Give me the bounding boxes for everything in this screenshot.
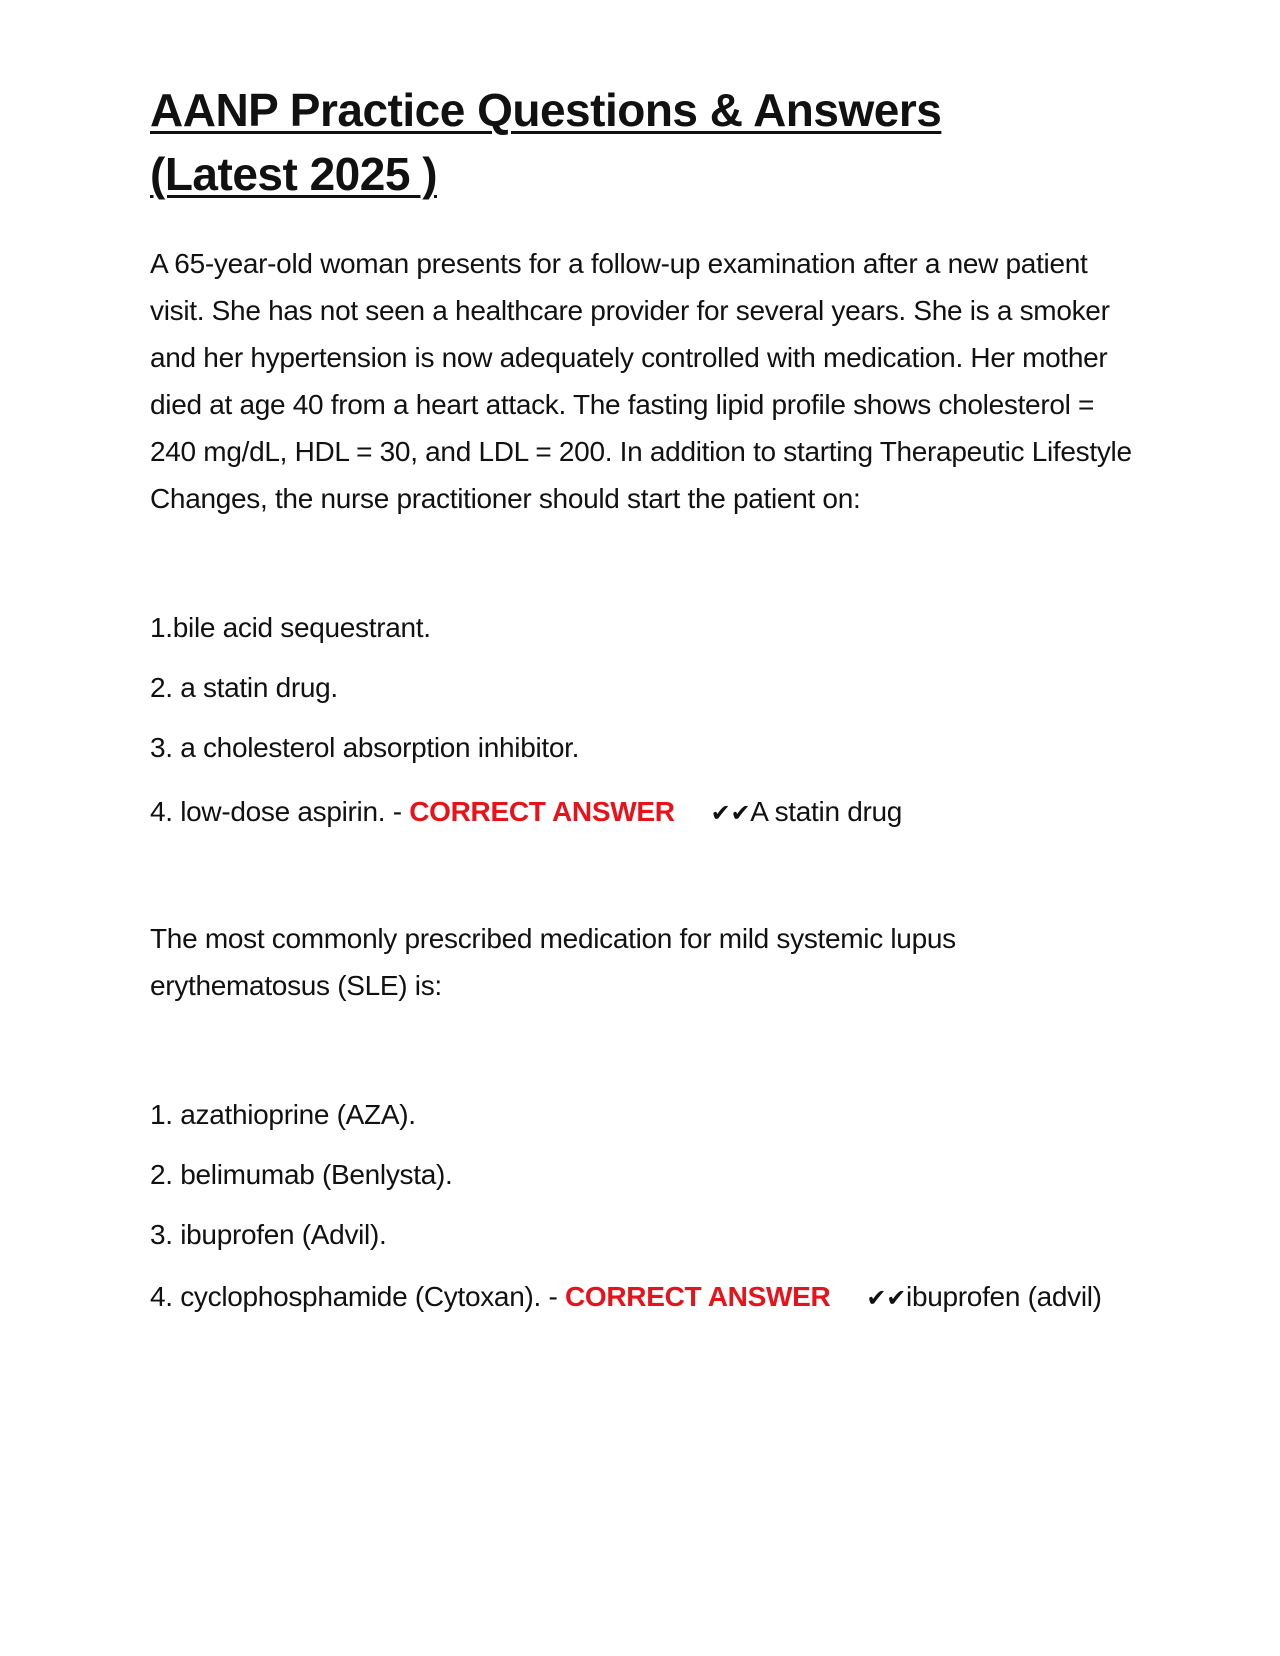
question-1-option-4: [150, 792, 1140, 833]
check-mark-icon: ✔✔: [866, 1284, 907, 1312]
question-1-option-1: 1.bile acid sequestrant.: [150, 612, 431, 643]
check-mark-icon: ✔✔: [710, 799, 751, 827]
title-line-2: (Latest 2025 ): [150, 148, 438, 200]
question-2-option-2: 2. belimumab (Benlysta).: [150, 1159, 453, 1190]
question-1-prompt: A 65-year-old woman presents for a follow-up examination after a new patient visit. She has not seen a healthcare provider for several years. She is a smoker and her hypertension is now adequately controlled with medication. Her mother died at age 40 from a heart attack. The fasting lipid profile shows cholesterol = 240 mg/dL, HDL = 30, and LDL = 200. In addition to starting Therapeutic Lifestyle Changes, the nurse practitioner should start the patient on:: [150, 248, 1132, 514]
question-2-option-1: 1. azathioprine (AZA).: [150, 1099, 416, 1130]
document-page: [150, 78, 1140, 1316]
document-title: [150, 78, 1140, 206]
question-2-option-4-text: 4. cyclophosphamide (Cytoxan). -: [150, 1281, 565, 1312]
question-1-option-4-text: 4. low-dose aspirin. -: [150, 796, 410, 827]
question-1-answer: A statin drug: [750, 796, 903, 827]
correct-answer-label: CORRECT ANSWER: [409, 796, 675, 827]
question-2-answer: ibuprofen (advil): [906, 1281, 1102, 1312]
correct-answer-label: CORRECT ANSWER: [564, 1281, 831, 1312]
title-line-1: AANP Practice Questions & Answers: [150, 84, 942, 136]
question-1-options: [150, 608, 1140, 833]
question-2-options: [150, 1095, 1140, 1316]
question-2-prompt: The most commonly prescribed medication for mild systemic lupus erythematosus (SLE) is:: [150, 923, 956, 1001]
question-2-option-4: [150, 1279, 1140, 1316]
question-2-option-3: 3. ibuprofen (Advil).: [150, 1219, 387, 1250]
question-1-option-3: 3. a cholesterol absorption inhibitor.: [150, 732, 580, 763]
question-1-option-2: 2. a statin drug.: [150, 672, 338, 703]
